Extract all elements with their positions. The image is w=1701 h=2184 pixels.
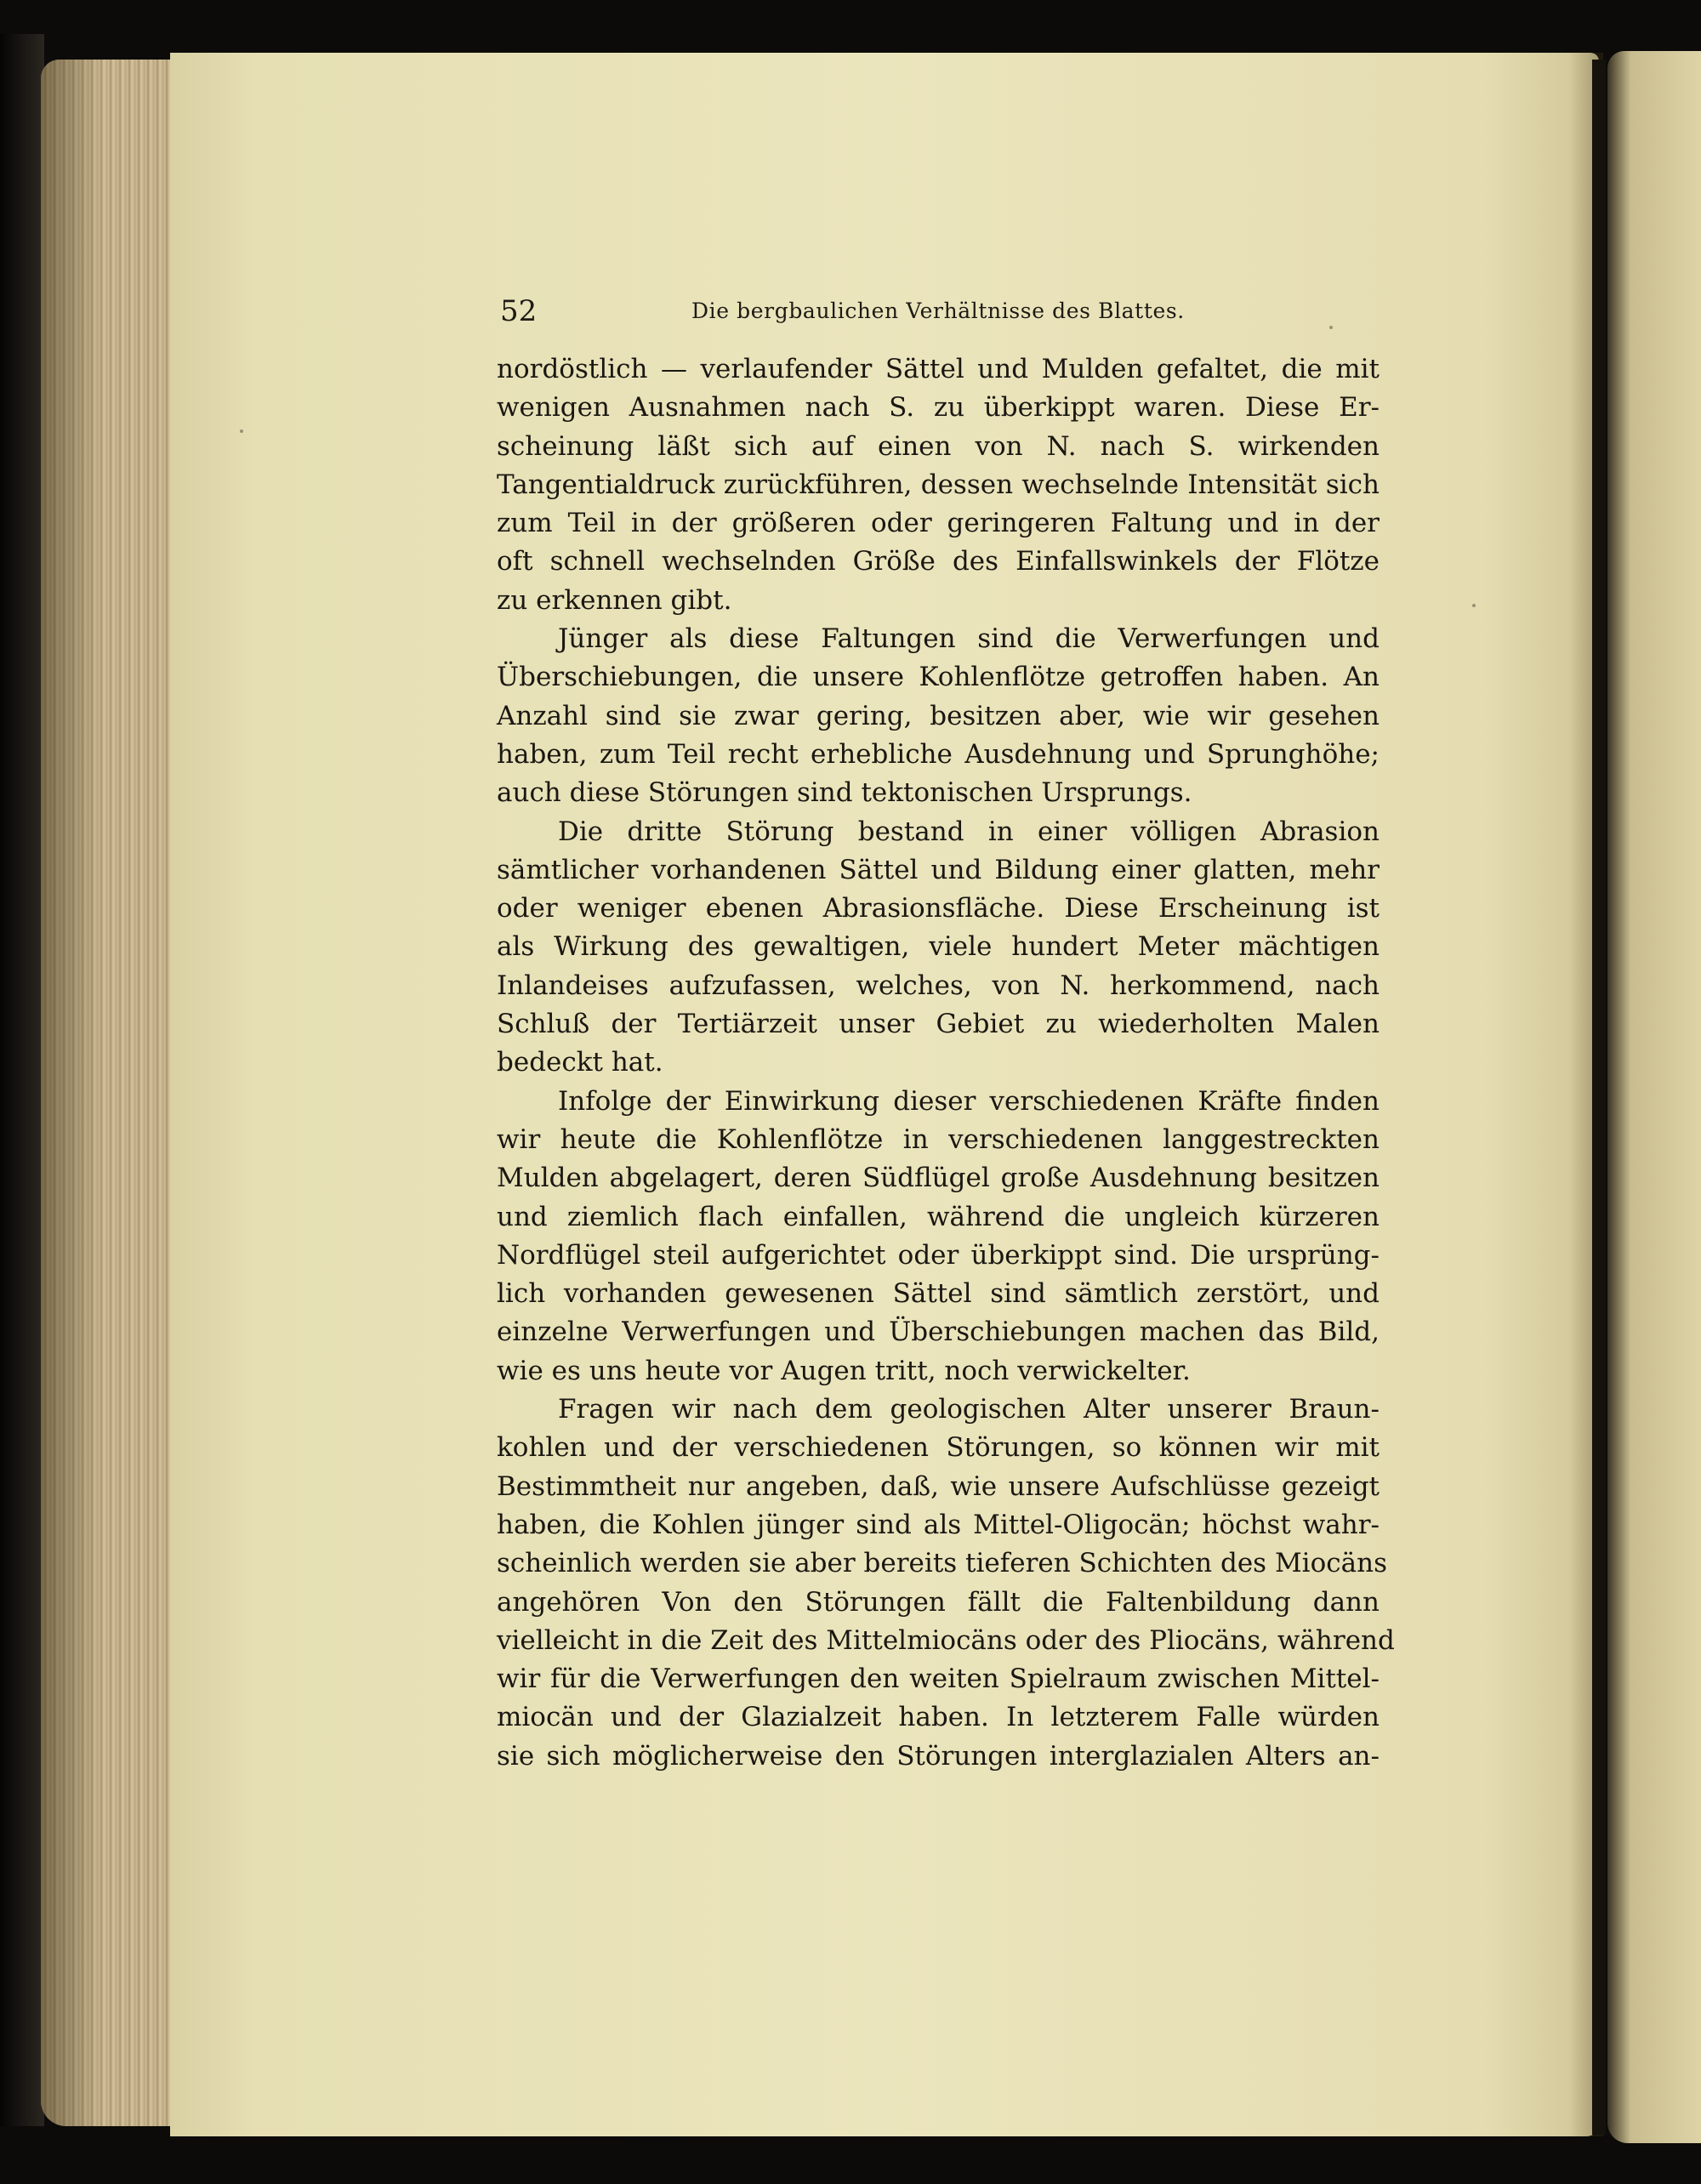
text-line: wir für die Verwerfungen den weiten Spielraum zwischen Mittel-	[497, 1664, 1380, 1695]
text-line: haben, zum Teil recht erhebliche Ausdehnung und Sprunghöhe;	[497, 738, 1380, 770]
text-line: nordöstlich — verlaufender Sättel und Mulden gefaltet, die mit	[497, 354, 1380, 384]
text-line: als Wirkung des gewaltigen, viele hundert Meter mächtigen	[497, 931, 1380, 963]
text-line: wie es uns heute vor Augen tritt, noch verwickelter.	[497, 1355, 1191, 1386]
text-line: Schluß der Tertiärzeit unser Gebiet zu wiederholten Malen	[497, 1009, 1380, 1040]
text-line: bedeckt hat.	[497, 1047, 663, 1078]
text-line: sie sich möglicherweise den Störungen interglazialen Alters an-	[497, 1740, 1380, 1772]
text-line: oder weniger ebenen Abrasionsfläche. Diese Erscheinung ist	[497, 893, 1380, 924]
paragraph-1	[497, 350, 1380, 620]
text-line: auch diese Störungen sind tektonischen Ursprungs.	[497, 777, 1192, 809]
page-header	[500, 289, 1385, 333]
text-line: und ziemlich flach einfallen, während die ungleich kürzeren	[497, 1201, 1380, 1232]
text-line: vielleicht in die Zeit des Mittelmiocäns oder des Pliocäns, während	[497, 1624, 1395, 1656]
text-line: angehören Von den Störungen fällt die Faltenbildung dann	[497, 1586, 1380, 1618]
speck	[240, 429, 243, 433]
paragraph-3	[497, 813, 1380, 1083]
body-text	[497, 350, 1395, 1776]
text-line: oft schnell wechselnden Größe des Einfallswinkels der Flötze	[497, 546, 1380, 577]
text-line: Anzahl sind sie zwar gering, besitzen aber, wie wir gesehen	[497, 700, 1380, 731]
text-line: scheinung läßt sich auf einen von N. nach S. wirkenden	[497, 430, 1380, 462]
speck	[1472, 604, 1476, 607]
paragraph-2	[497, 620, 1380, 812]
binding-gutter	[1592, 60, 1606, 2135]
text-line: lich vorhanden gewesenen Sättel sind sämtlich zerstört, und	[497, 1278, 1380, 1310]
page-number: 52	[500, 294, 538, 328]
text-line: Die dritte Störung bestand in einer völligen Abrasion	[558, 816, 1380, 847]
facing-page-edge	[1607, 51, 1701, 2143]
text-line: Mulden abgelagert, deren Südflügel große Ausdehnung besitzen	[497, 1163, 1380, 1194]
running-head: Die bergbaulichen Verhältnisse des Blattes.	[691, 299, 1185, 323]
text-line: Inlandeises aufzufassen, welches, von N. herkommend, nach	[497, 970, 1380, 1001]
text-line: Tangentialdruck zurückführen, dessen wechselnde Intensität sich	[497, 469, 1380, 500]
text-line: wenigen Ausnahmen nach S. zu überkippt waren. Diese Er-	[497, 392, 1380, 424]
text-line: Infolge der Einwirkung dieser verschiedenen Kräfte finden	[558, 1085, 1380, 1117]
text-line: Bestimmtheit nur angeben, daß, wie unsere Aufschlüsse gezeigt	[497, 1470, 1380, 1502]
paragraph-4	[497, 1083, 1380, 1391]
text-line: haben, die Kohlen jünger sind als Mittel-Oligocän; höchst wahr-	[497, 1509, 1380, 1540]
text-line: Nordflügel steil aufgerichtet oder überkippt sind. Die ursprüng-	[497, 1239, 1380, 1271]
text-line: kohlen und der verschiedenen Störungen, so können wir mit	[497, 1432, 1380, 1464]
text-line: Jünger als diese Faltungen sind die Verwerfungen und	[558, 623, 1380, 655]
text-line: scheinlich werden sie aber bereits tieferen Schichten des Miocäns	[497, 1548, 1387, 1579]
paragraph-5	[497, 1391, 1395, 1776]
text-line: sämtlicher vorhandenen Sättel und Bildung einer glatten, mehr	[497, 854, 1380, 885]
text-line: einzelne Verwerfungen und Überschiebungen machen das Bild,	[497, 1317, 1380, 1348]
text-line: miocän und der Glazialzeit haben. In letzterem Falle würden	[497, 1702, 1380, 1733]
text-line: wir heute die Kohlenflötze in verschiedenen langgestreckten	[497, 1123, 1380, 1155]
text-line: Fragen wir nach dem geologischen Alter unserer Braun-	[558, 1394, 1380, 1425]
text-line: zu erkennen gibt.	[497, 584, 732, 616]
text-line: zum Teil in der größeren oder geringeren Faltung und in der	[497, 508, 1380, 539]
text-line: Überschiebungen, die unsere Kohlenflötze getroffen haben. An	[497, 662, 1380, 693]
book-cover-edge	[0, 34, 44, 2126]
